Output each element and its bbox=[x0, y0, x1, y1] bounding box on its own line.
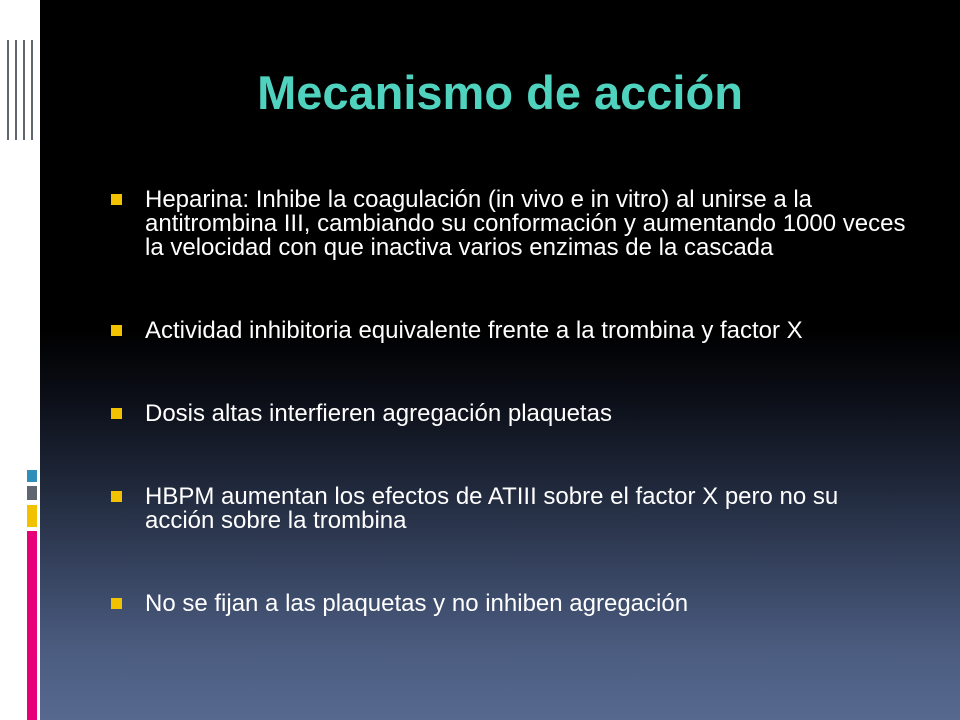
slide-title: Mecanismo de acción bbox=[257, 66, 743, 119]
bullet-item bbox=[108, 485, 908, 533]
square-bullet-icon bbox=[111, 408, 122, 419]
bullet-item bbox=[108, 592, 908, 616]
slide-content bbox=[40, 0, 960, 720]
decoration-block-yellow bbox=[27, 505, 37, 527]
bullet-text: Dosis altas interfieren agregación plaquetas bbox=[145, 400, 612, 427]
bullet-text: Heparina: Inhibe la coagulación (in vivo e in vitro) al unirse a la antitrombina III, cambiando su conformación y aumentando 1000 veces la velocidad con que inactiva varios enzimas de la cascada bbox=[145, 186, 906, 261]
decoration-block-magenta bbox=[27, 531, 37, 720]
bullet-text: No se fijan a las plaquetas y no inhiben agregación bbox=[145, 590, 689, 617]
bullet-item bbox=[108, 319, 908, 343]
decoration-block-blue bbox=[27, 470, 37, 482]
bullet-item bbox=[108, 402, 908, 426]
decorative-lines-icon bbox=[4, 40, 38, 140]
bullet-text: HBPM aumentan los efectos de ATIII sobre el factor X pero no su acción sobre la trombina bbox=[145, 483, 839, 534]
square-bullet-icon bbox=[111, 491, 122, 502]
bullet-text: Actividad inhibitoria equivalente frente a la trombina y factor X bbox=[145, 317, 803, 344]
bullet-list bbox=[108, 188, 908, 675]
square-bullet-icon bbox=[111, 194, 122, 205]
square-bullet-icon bbox=[111, 598, 122, 609]
left-decoration-strip bbox=[0, 0, 40, 720]
bullet-item bbox=[108, 188, 908, 260]
decoration-block-gray bbox=[27, 486, 37, 500]
square-bullet-icon bbox=[111, 325, 122, 336]
